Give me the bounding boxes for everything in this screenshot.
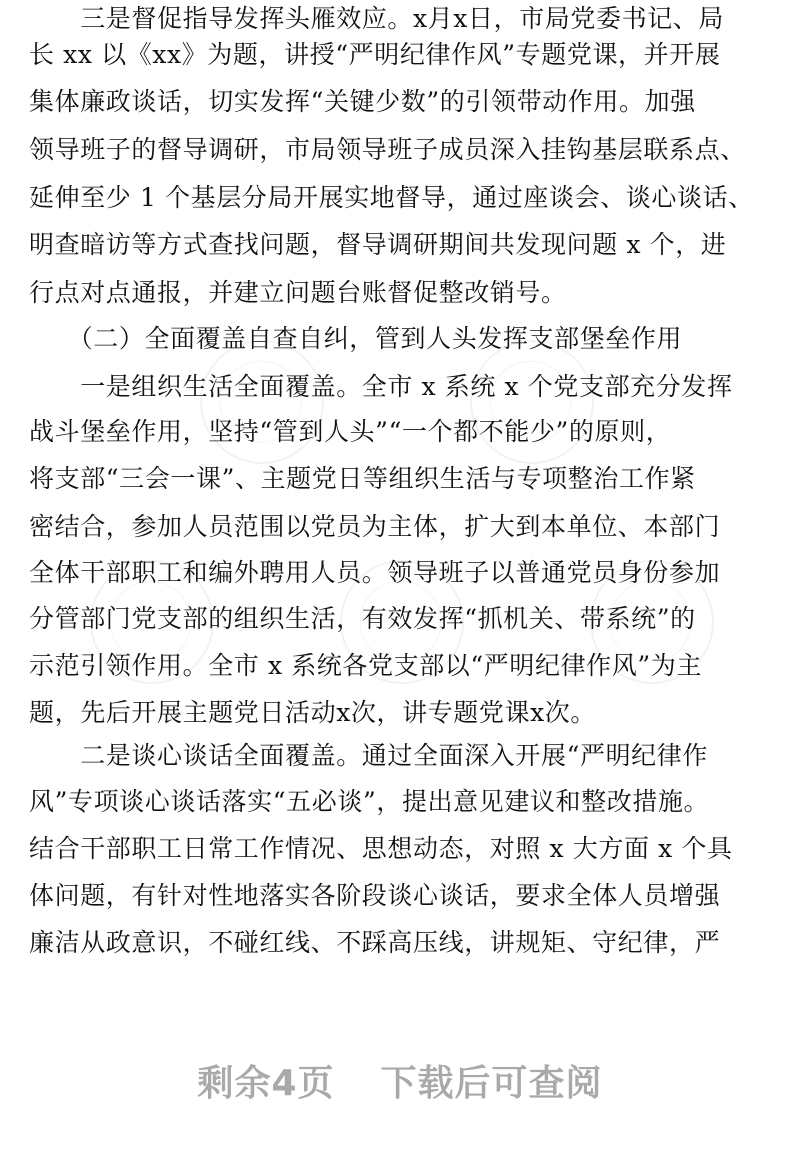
paragraph-line: 示范引领作用。全市 x 系统各党支部以“严明纪律作风”为主 [29,651,702,680]
paragraph-line: 长 xx 以《xx》为题，讲授“严明纪律作风”专题党课，并开展 [29,40,721,69]
paragraph-line: 领导班子的督导调研，市局领导班子成员深入挂钩基层联系点、 [29,135,746,164]
remaining-pages-label: 剩余4页 [197,1063,335,1104]
paragraph-line: 密结合，参加人员范围以党员为主体，扩大到本单位、本部门 [29,512,721,541]
paragraph-line: 延伸至少 1 个基层分局开展实地督导，通过座谈会、谈心谈话、 [29,183,754,212]
paragraph-line: 明查暗访等方式查找问题，督导调研期间共发现问题 x 个，进 [29,230,727,259]
paragraph-line: 结合干部职工日常工作情况、思想动态，对照 x 大方面 x 个具 [29,834,733,863]
paragraph-line: 一是组织生活全面覆盖。全市 x 系统 x 个党支部充分发挥 [29,372,733,401]
download-to-view-label: 下载后可查阅 [380,1063,603,1104]
paragraph-line: 将支部“三会一课”、主题党日等组织生活与专项整治工作紧 [29,464,696,493]
paragraph-line: 集体廉政谈话，切实发挥“关键少数”的引领带动作用。加强 [29,87,696,116]
paragraph-line: 廉洁从政意识，不碰红线、不踩高压线，讲规矩、守纪律，严 [29,928,721,957]
paragraph-line: 二是谈心谈话全面覆盖。通过全面深入开展“严明纪律作 [29,741,708,770]
paragraph-line: 题，先后开展主题党日活动x次，讲专题党课x次。 [29,698,596,727]
paragraph-line: 体问题，有针对性地落实各阶段谈心谈话，要求全体人员增强 [29,881,721,910]
paragraph-line: 全体干部职工和编外聘用人员。领导班子以普通党员身份参加 [29,558,721,587]
paragraph-line: 分管部门党支部的组织生活，有效发挥“抓机关、带系统”的 [29,604,696,633]
download-prompt-banner[interactable] [0,1055,800,1106]
paragraph-line: 战斗堡垒作用，坚持“管到人头”“一个都不能少”的原则， [29,417,672,446]
paragraph-line: 三是督促指导发挥头雁效应。x月x日，市局党委书记、局 [29,4,725,33]
paragraph-line: 行点对点通报，并建立问题台账督促整改销号。 [29,278,567,307]
paragraph-line: 风”专项谈心谈话落实“五必谈”，提出意见建议和整改措施。 [29,787,710,816]
section-heading: （二）全面覆盖自查自纠，管到人头发挥支部堡垒作用 [29,324,683,353]
